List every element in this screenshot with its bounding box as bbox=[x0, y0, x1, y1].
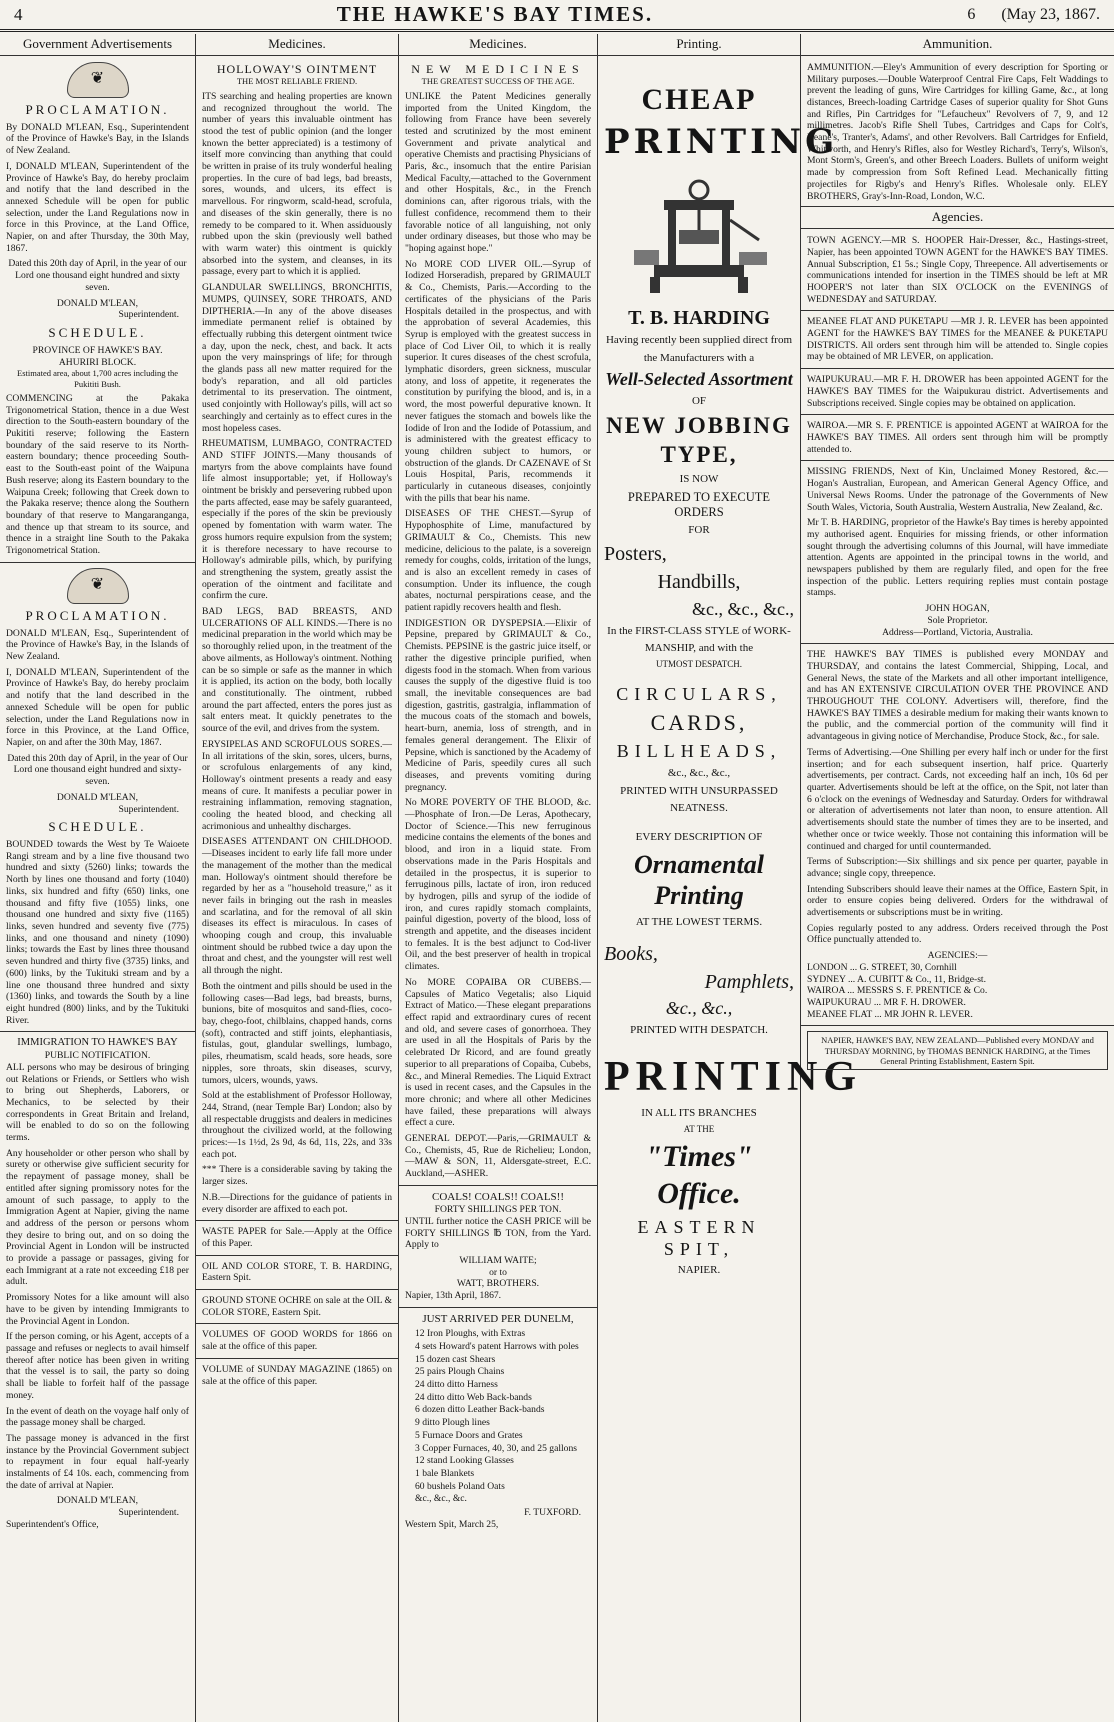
waipukurau-agency-ad: WAIPUKURAU.—MR F. H. DROWER has been appointed AGENT for the HAWKE'S BAY TIMES for the Waipukurau district. Advertisements and Subscriptions received. Single copies may be obtained on application. bbox=[807, 374, 1108, 409]
for-label: FOR bbox=[688, 524, 710, 537]
coals-name-2: WATT, BROTHERS. bbox=[456, 1278, 540, 1290]
divider bbox=[801, 414, 1114, 415]
missing-friends-agent: Mr T. B. HARDING, proprietor of the Hawke's Bay times is hereby appointed my authorised agent. Enquiries for missing friends, or other information sought through the advertising columns of this Journal, will have immediate attention. Agents are appointed in the principal towns in the world, and newspapers published by them are regularly filed, and open for the free inspection of the public. Letters requiring replies must contain postage stamps. bbox=[807, 517, 1108, 599]
holloway-p4: BAD LEGS, BAD BREASTS, AND ULCERATIONS OF ALL KINDS.—There is no medicinal preparation in the world which may be so thoroughly relied upon, in the treatment of the above ailments, as Holloway's ointment. Nothing can be so simple or safe as the manner in which it is applied, its action on the body, both locally and constitutionally. The ointment, rubbed around the part affected, enters the pores just as salt enters meat. It quickly penetrates to the source of the evil, and drives from the system. bbox=[202, 606, 392, 735]
etc-label-2: &c., &c., &c., bbox=[667, 767, 731, 780]
proclamation-role-2: Superintendent. bbox=[118, 803, 179, 815]
oil-store-ad: OIL AND COLOR STORE, T. B. HARDING, Eastern Spit. bbox=[202, 1260, 392, 1284]
list-item: &c., &c., &c. bbox=[415, 1493, 467, 1505]
lowest-terms-label: AT THE LOWEST TERMS. bbox=[635, 916, 763, 929]
new-type-heading: NEW JOBBING TYPE, bbox=[606, 413, 792, 467]
list-item: 12 Iron Ploughs, with Extras bbox=[415, 1328, 526, 1340]
agency-entry: SYDNEY ... A. CUBITT & Co., 11, Bridge-st. bbox=[807, 973, 986, 985]
publisher-imprint: NAPIER, HAWKE'S BAY, NEW ZEALAND—Published every MONDAY and THURSDAY MORNING, by THOMAS BENNICK HARDING, at the Times General Printing Establishment, Eastern Spit. bbox=[807, 1031, 1108, 1070]
proclamation-intro: By DONALD M'LEAN, Esq., Superintendent of the Province of Hawke's Bay, in the Islands of New Zealand. bbox=[6, 121, 189, 157]
list-item: 15 dozen cast Shears bbox=[415, 1353, 496, 1365]
utmost-label: UTMOST DESPATCH. bbox=[655, 659, 743, 670]
divider bbox=[801, 1025, 1114, 1026]
divider bbox=[196, 1220, 398, 1221]
issue-date: (May 23, 1867. bbox=[1001, 5, 1100, 23]
wairoa-agency-ad: WAIROA.—MR S. F. PRENTICE is appointed AGENT at WAIROA for the HAWKE'S BAY TIMES. All orders sent through him will be promptly attended to. bbox=[807, 420, 1108, 455]
agencies-list-title: AGENCIES:— bbox=[927, 950, 988, 962]
holloway-title: HOLLOWAY'S OINTMENT bbox=[216, 61, 378, 76]
column-header: Printing. bbox=[598, 34, 800, 56]
proclamation-title: PROCLAMATION. bbox=[25, 101, 170, 117]
column-ammunition bbox=[801, 34, 1114, 1722]
list-item: 5 Furnace Doors and Grates bbox=[415, 1429, 523, 1441]
divider bbox=[801, 460, 1114, 461]
new-medicines-subtitle: THE GREATEST SUCCESS OF THE AGE. bbox=[421, 76, 575, 87]
page-number-right: 6 bbox=[967, 5, 976, 23]
circulars-label: CIRCULARS, bbox=[616, 684, 782, 705]
good-words-ad: VOLUMES OF GOOD WORDS for 1866 on sale at the office of this paper. bbox=[202, 1329, 392, 1353]
list-item: 24 ditto ditto Harness bbox=[415, 1379, 498, 1391]
branches-label: IN ALL ITS BRANCHES bbox=[641, 1106, 757, 1119]
sunday-magazine-ad: VOLUME of SUNDAY MAGAZINE (1865) on sale at the office of this paper. bbox=[202, 1363, 392, 1387]
new-medicines-p1: UNLIKE the Patent Medicines generally imported from the United Kingdom, the following from France have been severely tested and scrutinized by the most eminent Government and private analytical and operative Chemists and practising Physicians of Paris, &c., insomuch that the entire Parisian Medical Faculty,—attached to the Government and other Hospitals, &c., in the French dominions can, after rigorous trials, with the fullest confidence, recommend them to their favorable notice of all languishing, not only under ordinary diseases, but those who may be "hoping against hope." bbox=[405, 90, 591, 254]
napier-label: NAPIER. bbox=[677, 1264, 721, 1277]
copies-posted: Copies regularly posted to any address. Orders received through the Post Office punctually attended to. bbox=[807, 922, 1108, 946]
column-government bbox=[0, 34, 196, 1722]
list-item: 9 ditto Plough lines bbox=[415, 1417, 490, 1429]
advertising-terms: Terms of Advertising.—One Shilling per every half inch or under for the first insertion; and for each subsequent insertion, half price. Quarterly advertisements, per contract. Cards, not exceeding half an inch, 10s 6d per quarter. Advertisements should be left at the office, on the Spit, not later than 6 o'clock on the evenings of Wednesday and Saturday. Orders for withdrawal or alteration of advertisements not later than noon, to ensure attention. All advertisements should state the number of times they are to be inserted, and whether once or twice weekly. Those not containing this information will be continued and charged for until countermanded. bbox=[807, 746, 1108, 852]
column-printing bbox=[598, 34, 863, 1722]
new-medicines-p5: No MORE POVERTY OF THE BLOOD, &c.—Phosphate of Iron.—De Leras, Apothecary, Doctor of Science.—This new ferruginous medicine contains the elements of the bones and blood, and iron in a liquid state. From observations made in the Paris Hospitals and detailed in the prospectus, it is superior to ferruginous pills, lactate of iron, iron reduced by hydrogen, pills and syrup of the iodide of iron, and cures rapidly stomach complaints, painful digestion, poverty of the blood, loss of strength and appetite, and the diseases incident to females. It is the best adjunct to Cod-liver Oil, and the best preserver of health in tropical climates. bbox=[405, 797, 591, 973]
page-number: 4 bbox=[14, 4, 23, 24]
holloway-p1: ITS searching and healing properties are known and recognized throughout the world. The number of years this invaluable ointment has stood the test of public opinion (and the longer known the better appreciated) is a testimony of itself more convincing than anything that could be written in praise of its truly wonderful healing properties. In the cure of bad legs, bad breasts, sores, wounds, and ulcers, its effect is marvellous. For ringworm, scald-head, scrofula, and diseases of the skin generally, there is no remedy to be compared to it. When assiduously rubbed upon the skin (previously well bathed with warm water) this ointment is quickly absorbed into the system, and cleanses, in its passage, every part to which it is applied. bbox=[202, 90, 392, 278]
ochre-ad: GROUND STONE OCHRE on sale at the OIL & COLOR STORE, Eastern Spit. bbox=[202, 1295, 392, 1318]
subscription-terms: Terms of Subscription:—Six shillings and six pence per quarter, payable in advance; single copy, threepence. bbox=[807, 856, 1108, 879]
new-medicines-p6: No MORE COPAIBA OR CUBEBS.—Capsules of Matico Vegetalis; also Liquid Extract of Matico.—These elegant preparations effect rapid and extraordinary cures of recent and old, and severe cases of gonorrhoea. They are used in all the Hospitals of Paris by the celebrated Dr Ricord, and are found greatly superior to all preparations of Copaiba, Cubebs, &c., and Mineral Remedies. The Liquid Extract is used in recent cases, and the Capsules in the more chronic; and where all other Medicines have failed, these preparations will always effect a cure. bbox=[405, 976, 591, 1129]
coals-title: COALS! COALS!! COALS!! bbox=[432, 1190, 564, 1203]
times-office-heading: "Times" Office. bbox=[645, 1140, 753, 1210]
list-item: 60 bushels Poland Oats bbox=[415, 1480, 505, 1492]
agencies-header: Agencies. bbox=[801, 206, 1114, 229]
schedule-title-2: SCHEDULE. bbox=[48, 819, 147, 835]
holloway-p6: DISEASES ATTENDANT ON CHILDHOOD.—Diseases incident to early life fall more under the management of the mother than the medical man. Holloway's ointment should therefore be regarded by her as a "household treasure," as it never fails in bringing out the rash in measles and scarlatina, and for the removal of all skin diseases its effect is miraculous. In cases of whooping cough and croup, this invaluable ointment should be rubbed twice a day upon the throat and chest, and the youngster will rest well all through the night. bbox=[202, 836, 392, 977]
holloway-p7: Both the ointment and pills should be used in the following cases—Bad legs, bad breasts, burns, bunions, bite of mosquitos and sand-flies, coco-bay, chego-foot, chilblains, chapped hands, corns (soft), contracted and stiff joints, elephantiasis, fistulas, gout, glandular swellings, lumbago, piles, rheumatism, scald heads, sore heads, sore nipples, sore throats, skin diseases, scurvy, tumors, ulcers, wounds, yaws. bbox=[202, 980, 392, 1086]
proclamation-dated-2: Dated this 20th day of April, in the year of Our Lord one thousand eight hundred and sixty-seven. bbox=[7, 752, 188, 788]
divider bbox=[399, 1185, 597, 1186]
list-item: 6 dozen ditto Leather Back-bands bbox=[415, 1404, 545, 1416]
schedule-area: Estimated area, about 1,700 acres including the Pukititi Bush. bbox=[17, 368, 178, 389]
coals-body: UNTIL further notice the CASH PRICE will be FORTY SHILLINGS ℔ TON, from the Yard. Apply to bbox=[405, 1215, 591, 1251]
cards-label: CARDS, bbox=[650, 710, 748, 736]
etc-label: &c., &c., &c., bbox=[692, 598, 794, 619]
agency-entry: WAIPUKURAU ... MR F. H. DROWER. bbox=[807, 996, 966, 1008]
holloway-p2: GLANDULAR SWELLINGS, BRONCHITIS, MUMPS, QUINSEY, SORE THROATS, AND DIPTHERIA.—In any of the above diseases immediate permanent relief is obtained by effectually rubbing this detergent ointment twice a day, upon the neck, chest, and back. It acts upon the very mainsprings of life; for through the glands pass all new matter required for the body's reparation, and all old particles detrimental to its preservation. The ointment, used conjointly with Holloway's pills, will act so searchingly and certainly as to effect cures in the most hopeless cases. bbox=[202, 282, 392, 434]
prepared-label: PREPARED TO EXECUTE ORDERS bbox=[627, 489, 771, 520]
posters-label: Posters, bbox=[604, 542, 667, 565]
agency-entry: MEANEE FLAT ... MR JOHN R. LEVER. bbox=[807, 1008, 973, 1020]
list-item: 12 stand Looking Glasses bbox=[415, 1455, 514, 1467]
column-medicines-holloway bbox=[196, 34, 399, 1722]
agency-entry: LONDON ... G. STREET, 30, Cornhill bbox=[807, 961, 957, 973]
royal-crest-icon bbox=[67, 62, 129, 98]
divider bbox=[196, 1255, 398, 1256]
list-item: 25 pairs Plough Chains bbox=[415, 1366, 505, 1378]
arrived-title: JUST ARRIVED PER DUNELM, bbox=[422, 1312, 574, 1325]
etc-label-3: &c., &c., bbox=[665, 998, 733, 1019]
divider bbox=[801, 310, 1114, 311]
hogan-name: JOHN HOGAN, bbox=[925, 603, 990, 615]
agency-entry: WAIROA ... MESSRS S. F. PRENTICE & Co. bbox=[807, 985, 988, 997]
column-header: Ammunition. bbox=[801, 34, 1114, 56]
column-medicines-new bbox=[399, 34, 598, 1722]
first-class-label: In the FIRST-CLASS STYLE of WORK- bbox=[607, 624, 791, 637]
immigration-p1: ALL persons who may be desirous of bringing out Relations or Friends, or Settlers who wish to bring out Shepherds, Laborers, or Mechanics, to be selected by their correspondents in Great Britain and Ireland, will be enabled to do so on the following terms. bbox=[6, 1061, 189, 1144]
pamphlets-label: Pamphlets, bbox=[704, 971, 794, 993]
coals-subtitle: FORTY SHILLINGS PER TON. bbox=[434, 1204, 562, 1216]
proclamation-dated: Dated this 20th day of April, in the year of our Lord one thousand eight hundred and sixty seven. bbox=[8, 258, 187, 293]
schedule-block: AHURIRI BLOCK. bbox=[58, 356, 137, 368]
is-now-label: IS NOW bbox=[679, 472, 719, 485]
new-medicines-p2: No MORE COD LIVER OIL.—Syrup of Iodized Horseradish, prepared by GRIMAULT & Co., Chemists, Paris.—According to the certificates of the physicians of the Paris Hospitals detailed in the prospectus, and with the approbation of several Academies, this Syrup is employed with the greatest success in place of Cod Liver Oil, to which it is really superior. It cures diseases of the chest scrofula, lymphatic disorders, green sickness, muscular atony, and loss of appetite, it regenerates the constitution by purifying the blood, and is, in a word, the most powerful depurative known. It never fatigues the stomach and bowels like the Iodide of Iron and the Iodide of Potassium, and is administered with the greatest efficacy to young children subject to humors, or obstruction of the glands. Dr CAZENAVE of St Louis Hospital, Paris, recommends it particularly in cutaneous diseases, conjointly with the pills that bear his name. bbox=[405, 258, 591, 504]
divider bbox=[801, 643, 1114, 644]
assortment-heading: Well-Selected Assortment bbox=[605, 369, 793, 390]
printing-heading-2: PRINTING bbox=[604, 1053, 863, 1100]
books-label: Books, bbox=[604, 942, 658, 965]
divider bbox=[801, 368, 1114, 369]
proclamation-role: Superintendent. bbox=[118, 309, 179, 321]
immigration-title: IMMIGRATION TO HAWKE'S BAY bbox=[17, 1037, 178, 1049]
intending-subscribers: Intending Subscribers should leave their names at the Office, Eastern Spit, in order to ensure copies being delivered. Orders for the withdrawal of advertisements or subscriptions must be in writing. bbox=[807, 883, 1108, 919]
town-agency-ad: TOWN AGENCY.—MR S. HOOPER Hair-Dresser, &c., Hastings-street, Napier, has been appointed TOWN AGENT for the HAWKE'S BAY TIMES. Annual Subscription, £1 5s.; Single Copy, Threepence. All advertisements or communications intended for insertion in the TIMES should be left at MR HOOPER'S not later than SIX O'CLOCK on the EVENINGS of WEDNESDAY and SATURDAY. bbox=[807, 235, 1108, 305]
despatch-label: PRINTED WITH DESPATCH. bbox=[630, 1024, 768, 1037]
proclamation-text-2: I, DONALD M'LEAN, Superintendent of the Province of Hawke's Bay, do hereby proclaim and notify that the land described in the annexed Schedule will be open for public selection, under the Land Regulations now in force in this Province, at the Land Office, Napier, on and after the 30th May, 1867. bbox=[6, 666, 189, 748]
new-medicines-p3: DISEASES OF THE CHEST.—Syrup of Hypophosphite of Lime, manufactured by GRIMAULT & Co., Chemists. This new medicine, delicious to the palate, is a sovereign remedy for coughs, colds, irritation of the lungs, and is also an excellent remedy in cases of consumption. Under its influence, the cough abates, nocturnal perspirations cease, and the patient rapidly recovers health and flesh. bbox=[405, 508, 591, 614]
coals-date: Napier, 13th April, 1867. bbox=[405, 1290, 502, 1302]
printing-press-icon bbox=[624, 170, 774, 300]
printing-line-2: the Manufacturers with a bbox=[643, 351, 755, 364]
immigration-subtitle: PUBLIC NOTIFICATION. bbox=[44, 1050, 151, 1062]
divider bbox=[196, 1358, 398, 1359]
list-item: 1 bale Blankets bbox=[415, 1468, 475, 1479]
list-item: 24 ditto ditto Web Back-bands bbox=[415, 1391, 532, 1403]
new-medicines-title: NEW MEDICINES bbox=[411, 61, 585, 76]
divider bbox=[0, 1031, 195, 1032]
handbills-label: Handbills, bbox=[657, 571, 741, 594]
holloway-p8: Sold at the establishment of Professor Holloway, 244, Strand, (near Temple Bar) London; also by all respectable druggists and dealers in medicines throughout the civilized world, at the following prices:—1s 1½d, 2s 9d, 4s 6d, 11s, 22s, and 33s each pot. bbox=[202, 1090, 392, 1160]
every-description-label: EVERY DESCRIPTION OF bbox=[635, 831, 763, 844]
new-medicines-p4: INDIGESTION OR DYSPEPSIA.—Elixir of Pepsine, prepared by GRIMAULT & Co., Chemists. PEPSINE is the gastric juice itself, or rather the digestive principle purified, when digests food in the stomach. When from various causes the supply of the digestive fluid is too small, the inevitable consequences are bad digestion, gastritis, gastralgia, inflammation of the mucous coats of the stomach and bowels, heart-burn, anemia, loss of strength, and in females general derangement. The Elixir of Pepsine, which is sanctioned by the Academy of Medicine of Paris, speedily cures all such diseases, and prevents vomiting during pregnancy. bbox=[405, 617, 591, 793]
proclamation-intro-2: DONALD M'LEAN, Esq., Superintendent of the Province of Hawke's Bay, in the Islands of New Zealand. bbox=[6, 627, 189, 663]
immigration-p5: In the event of death on the voyage half only of the passage money shall be charged. bbox=[6, 1405, 189, 1429]
divider bbox=[399, 1307, 597, 1308]
manship-label: MANSHIP, and with the bbox=[644, 642, 754, 655]
schedule-title: SCHEDULE. bbox=[48, 324, 147, 340]
neatness-label: NEATNESS. bbox=[670, 801, 728, 814]
arrived-items bbox=[405, 1328, 591, 1505]
printing-heading: PRINTING bbox=[604, 122, 839, 163]
list-item: 4 sets Howard's patent Harrows with poles bbox=[415, 1340, 579, 1352]
ammunition-ad: AMMUNITION.—Eley's Ammunition of every description for Sporting or Military purposes.—Double Waterproof Central Fire Caps, Felt Waddings to prevent the leading of guns, Wire Cartridges for killing Game, &c., at long distances, Breech-loading Cartridge Cases of superior quality for Shot Guns and Rifles, Pin Cartridges for "Lefaucheux" Revolvers of 7, 9, and 12 millimetres. Jacob's Rifle Shell Tubes, Cartridges and Caps for Colt's, Deane's, Tranter's, Adams', and other Revolvers. Ball Cartridges for Enfield, Whitworth, and Henry's Rifles, also for Westley Richard's, Terry's, Wilson's, Mont Storm's, Green's, and other Breech Loaders. Bullets of uniform weight made by compression from Soft Refined Lead. Mechanically fitting projectiles for Rigby's and Henry's Rifles. Wholesale only. ELEY BROTHERS, Gray's-Inn-Road, London, W.C. bbox=[807, 61, 1108, 202]
holloway-p3: RHEUMATISM, LUMBAGO, CONTRACTED AND STIFF JOINTS.—Many thousands of martyrs from the above complaints have found life almost insupportable; yet, if Holloway's ointment be briskly and persevering rubbed upon the parts affected, ease may be safely guaranteed, especially if the pores of the skin be previously opened by fomentation with warm water. The gross humors require expulsion from the system; it is therefore necessary to have recourse to Holloway's admirable pills, which, by purifying and strengthening the system, greatly assist the operation of the ointment and facilitate and confirm the cure. bbox=[202, 438, 392, 602]
ornamental-heading: Ornamental Printing bbox=[633, 849, 765, 911]
masthead bbox=[0, 0, 1114, 32]
immigration-p3: Promissory Notes for a like amount will also have to be given by intending Immigrants to the Provincial Agent in London. bbox=[6, 1292, 189, 1327]
immigration-p2: Any householder or other person who shall by surety or otherwise give sufficient security for the repayment of passage money, shall be entitled after signing promissory notes for the amount of such passage, to apply to the Immigration Agent at Napier, giving the name and address of the person or persons whom they desire to bring out, and on so doing the Provincial Agent in London will be instructed to provide a passage or passages, giving for each Immigrant at a rate not exceeding £18 per adult. bbox=[6, 1147, 189, 1288]
column-header: Medicines. bbox=[399, 34, 597, 56]
printer-name: T. B. HARDING bbox=[628, 306, 770, 329]
proclamation-text: I, DONALD M'LEAN, Superintendent of the Province of Hawke's Bay, do hereby proclaim and notify that the land described in the annexed Schedule will be open for public selection, under the Land Regulations now in force in this Province, at the Land Office, Napier, on and after Thursday, the 30th May, 1867. bbox=[6, 160, 189, 254]
schedule-body: COMMENCING at the Pakaka Trigonometrical Station, thence in a due West direction to the South-eastern boundary of the Pukititi reserve; following the Eastern boundary of the said reserve to its North-eastern boundary; thence proceeding South-east to the South-east point of the Waipuna Bush reserve; along its Eastern boundary to the Waipuna Creek; following that Creek down to the Pakaka reserve; thence along the Southern boundary of that reserve to Mangaranganga, and thence up that stream to its source, and thence in a straight line South to the Pakaka Trigonometrical Station. bbox=[6, 392, 189, 557]
coals-name-1: WILLIAM WAITE; bbox=[459, 1255, 537, 1267]
eastern-spit-label: EASTERN SPIT, bbox=[637, 1216, 761, 1259]
holloway-p9: *** There is a considerable saving by taking the larger sizes. bbox=[202, 1164, 392, 1188]
new-medicines-p7: GENERAL DEPOT.—Paris,—GRIMAULT & Co., Chemists, 45, Rue de Richelieu; London,—MAW & SON, 11, Aldersgate-street, E.C. Auckland,—ASHER. bbox=[405, 1133, 591, 1180]
times-info: THE HAWKE'S BAY TIMES is published every MONDAY and THURSDAY, and contains the latest Commercial, Shipping, Local, and General News, the state of the Markets and all other important intelligence, and has AN EXTENSIVE CIRCULATION OVER THE PROVINCE AND THROUGHOUT THE COLONY. Advertisers will, therefore, find the HAWKE'S BAY TIMES a desirable medium for making their wants known to the public, and the commercial portion of the community will find it advantageous in giving notice of Merchandise, Produce Stock, &c., for sale. bbox=[807, 649, 1108, 743]
arrived-date: Western Spit, March 25, bbox=[405, 1518, 499, 1530]
meanee-agency-ad: MEANEE FLAT AND PUKETAPU —MR J. R. LEVER has been appointed AGENT for the HAWKE'S BAY TIMES for the MEANEE & PUKETAPU DISTRICTS. All orders sent through him will be attended to. Single copies may be obtained of MR LEVER, on application. bbox=[807, 316, 1108, 363]
of-label: OF bbox=[691, 395, 707, 408]
immigration-role: Superintendent. bbox=[118, 1507, 179, 1519]
missing-friends-ad: MISSING FRIENDS, Next of Kin, Unclaimed Money Restored, &c.—Hogan's Australian, European, and American General Agency Office, and Universal News Rooms. Under the patronage of the Governments of New South Wales, Victoria, South Australia, Western Australia, New Zealand, &c. bbox=[807, 466, 1108, 513]
proclamation-title-2: PROCLAMATION. bbox=[25, 607, 170, 623]
column-header: Medicines. bbox=[196, 34, 398, 56]
schedule-body-2: BOUNDED towards the West by Te Waioete Rangi stream and by a line five thousand two hundred and sixty (5260) links; towards the North by lines one thousand and forty (1040) links, six hundred and fifty (650) links, one thousand and fifty five (1055) links, one thousand one hundred and sixty five (1165) links, seven hundred and seventy five (775) links, and one thousand and ninety (1090) links; towards the East by lines three thousand seven hundred and thirty five (3735) links, and (600) links, by the Tukituki stream and by a line one thousand three hundred and sixty (1360) links, and towards the South by a line eight hundred (800) links, and by the Tukituki River. bbox=[6, 839, 189, 1026]
hogan-role: Sole Proprietor. bbox=[927, 614, 988, 626]
holloway-subtitle: THE MOST RELIABLE FRIEND. bbox=[236, 76, 358, 87]
column-header: Government Advertisements bbox=[0, 34, 195, 56]
newspaper-title: THE HAWKE'S BAY TIMES. bbox=[336, 2, 654, 26]
hogan-address: Address—Portland, Victoria, Australia. bbox=[882, 626, 1033, 638]
immigration-signature: DONALD M'LEAN, bbox=[56, 1495, 139, 1507]
immigration-office: Superintendent's Office, bbox=[6, 1518, 99, 1530]
divider bbox=[0, 562, 195, 563]
holloway-p5: ERYSIPELAS AND SCROFULOUS SORES.—In all irritations of the skin, sores, ulcers, burns, or scrofulous enlargements of any kind, Holloway's ointment presents a ready and easy means of cure. It manifests a peculiar power in restraining inflammation, removing stagnation, cooling the heated blood, and checking all acrimonious and unhealthy discharges. bbox=[202, 738, 392, 832]
printing-line-1: Having recently been supplied direct from bbox=[605, 334, 793, 347]
waste-paper-ad: WASTE PAPER for Sale.—Apply at the Office of this Paper. bbox=[202, 1226, 392, 1249]
arrived-signature: F. TUXFORD. bbox=[524, 1507, 581, 1519]
masthead-right bbox=[967, 6, 1100, 24]
divider bbox=[196, 1323, 398, 1324]
coals-or: or to bbox=[489, 1266, 507, 1278]
at-the-label: AT THE bbox=[683, 1124, 715, 1135]
cheap-heading: CHEAP bbox=[641, 82, 757, 116]
immigration-p6: The passage money is advanced in the first instance by the Provincial Government subject to repayment in four equal half-yearly instalments of £4 10s. each, commencing from the date of arrival at Napier. bbox=[6, 1432, 189, 1491]
schedule-province: PROVINCE OF HAWKE'S BAY. bbox=[32, 344, 163, 356]
divider bbox=[196, 1289, 398, 1290]
immigration-p4: If the person coming, or his Agent, accepts of a passage and refuses or neglects to avail himself thereof after notice has been given in writing that the vessel is to sail, the party so doing shall be liable to forfeit half of the passage money. bbox=[6, 1331, 189, 1401]
list-item: 3 Copper Furnaces, 40, 30, and 25 gallons bbox=[415, 1442, 578, 1454]
proclamation-signature: DONALD M'LEAN, bbox=[56, 297, 139, 309]
unsurpassed-label: PRINTED WITH UNSURPASSED bbox=[620, 784, 778, 797]
royal-crest-icon-2 bbox=[67, 568, 129, 604]
proclamation-signature-2: DONALD M'LEAN, bbox=[56, 791, 139, 803]
holloway-p10: N.B.—Directions for the guidance of patients in every disorder are affixed to each pot. bbox=[202, 1191, 392, 1215]
columns bbox=[0, 34, 1114, 1722]
billheads-label: BILLHEADS, bbox=[616, 741, 782, 762]
